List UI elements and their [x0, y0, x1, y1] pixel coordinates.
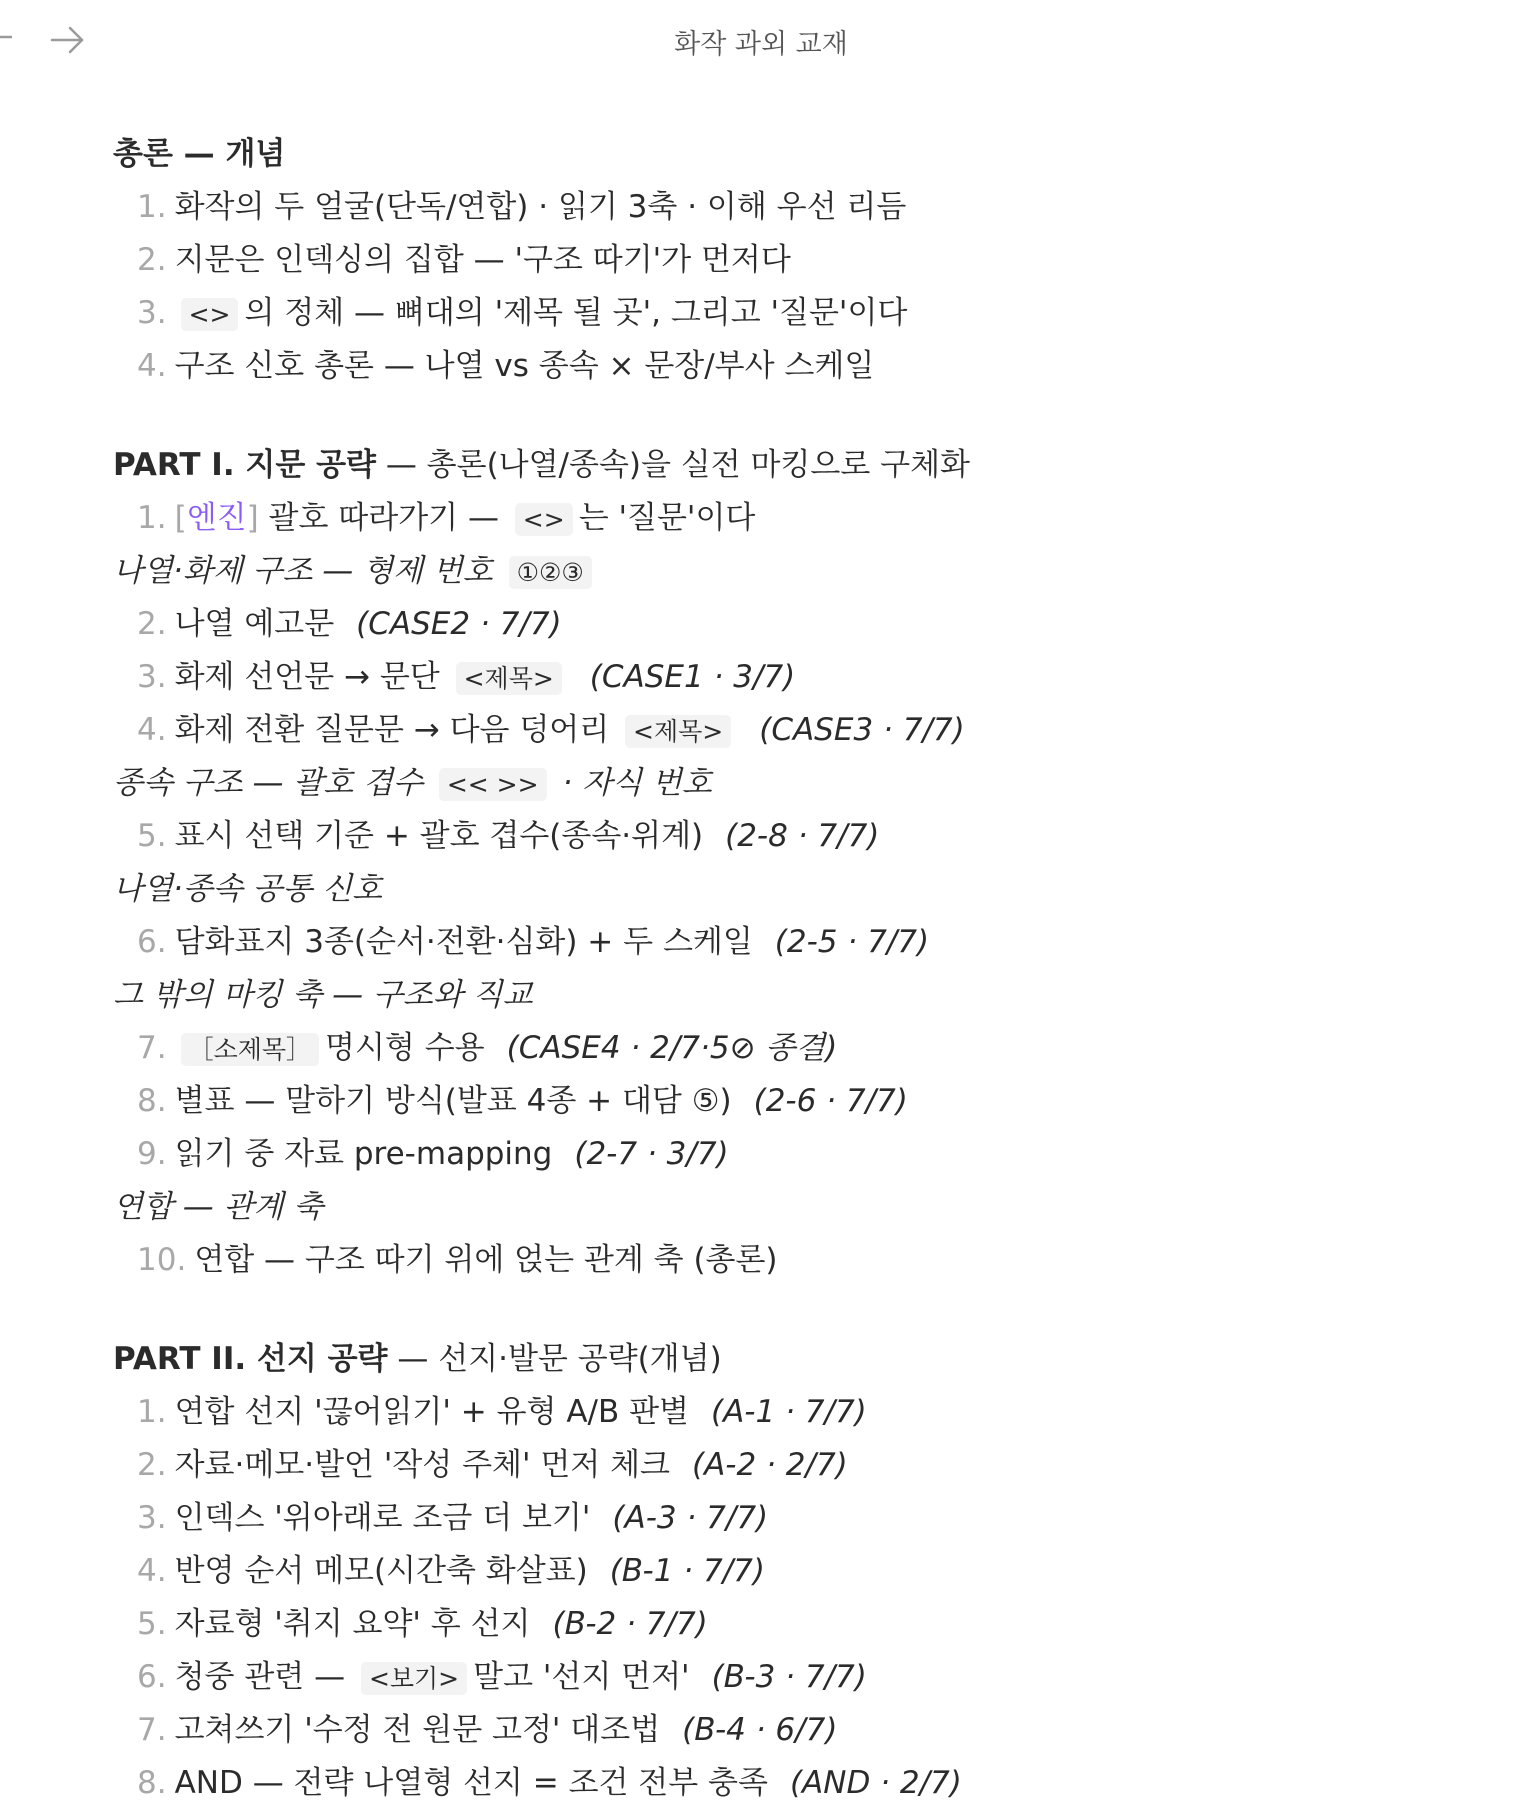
- list-item[interactable]: [113, 1598, 1413, 1651]
- list-item[interactable]: [113, 810, 1413, 863]
- item-number: 1.: [137, 1394, 167, 1430]
- text-span: 연합 — 관계 축: [113, 1189, 324, 1225]
- item-number: 5.: [137, 1606, 167, 1642]
- case-label: (B-1 · 7/7): [609, 1553, 765, 1589]
- list-item[interactable]: [113, 1545, 1413, 1598]
- text-span: 표시 선택 기준 + 괄호 겹수(종속·위계): [174, 818, 704, 854]
- text-span: · 자식 번호: [552, 765, 712, 801]
- item-number: 2.: [137, 606, 167, 642]
- subheading: [113, 969, 1413, 1022]
- text-span: 화제 전환 질문문 → 다음 덩어리: [174, 712, 620, 748]
- section-heading-part1: [113, 439, 1413, 492]
- list-item[interactable]: [113, 181, 1413, 234]
- item-number: 1.: [137, 189, 167, 225]
- case-label: (A-2 · 2/7): [692, 1447, 848, 1483]
- top-bar: [0, 0, 1522, 80]
- section-heading-overview: [113, 128, 1413, 181]
- item-number: 10.: [137, 1242, 187, 1278]
- case-label: (2-7 · 3/7): [574, 1136, 729, 1172]
- list-item[interactable]: [113, 1492, 1413, 1545]
- text-span: ]: [246, 500, 259, 536]
- text-span: 반영 순서 메모(시간축 화살표): [174, 1553, 588, 1589]
- case-label: (2-6 · 7/7): [753, 1083, 908, 1119]
- list-item[interactable]: [113, 1651, 1413, 1704]
- text-span: — 선지·발문 공략(개념): [387, 1341, 722, 1377]
- text-span: 명시형 수용: [325, 1030, 485, 1066]
- text-span: [: [174, 500, 187, 536]
- text-span: 의 정체 — 뼈대의 '제목 될 곳', 그리고 '질문'이다: [244, 295, 908, 331]
- case-label: (A-3 · 7/7): [612, 1500, 769, 1536]
- list-item[interactable]: [113, 340, 1413, 393]
- item-number: 7.: [137, 1030, 167, 1066]
- case-label: (AND · 2/7): [789, 1765, 962, 1801]
- item-number: 4.: [137, 348, 167, 384]
- text-span: 종속 구조 — 괄호 겹수: [113, 765, 433, 801]
- case-label: (2-8 · 7/7): [725, 818, 880, 854]
- item-number: 3.: [137, 1500, 167, 1536]
- list-item[interactable]: [113, 1386, 1413, 1439]
- item-number: 6.: [137, 924, 167, 960]
- item-number: 8.: [137, 1083, 167, 1119]
- list-item[interactable]: [113, 1022, 1413, 1075]
- list-item[interactable]: [113, 1757, 1413, 1810]
- text-span: 화제 선언문 → 문단: [174, 659, 450, 695]
- list-item[interactable]: [113, 598, 1413, 651]
- text-span: PART II. 선지 공략: [113, 1341, 388, 1377]
- case-label: (CASE4 · 2/7·5⊘ 종결): [506, 1030, 838, 1066]
- item-number: 5.: [137, 818, 167, 854]
- text-span: 청중 관련 —: [174, 1659, 355, 1695]
- text-span: 담화표지 3종(순서·전환·심화) + 두 스케일: [174, 924, 753, 960]
- item-number: 9.: [137, 1136, 167, 1172]
- text-span: 인덱스 '위아래로 조금 더 보기': [174, 1500, 591, 1536]
- text-span: 말고 '선지 먼저': [473, 1659, 690, 1695]
- text-span: 연합 선지 '끊어읽기' + 유형 A/B 판별: [174, 1394, 689, 1430]
- text-span: AND — 전략 나열형 선지 = 조건 전부 충족: [174, 1765, 768, 1801]
- item-number: 2.: [137, 1447, 167, 1483]
- case-label: (CASE3 · 7/7): [759, 712, 965, 748]
- case-label: (B-4 · 6/7): [682, 1712, 838, 1748]
- list-item[interactable]: [113, 1234, 1413, 1287]
- text-span: 읽기 중 자료 pre-mapping: [174, 1136, 553, 1172]
- item-number: 3.: [137, 295, 167, 331]
- item-number: 6.: [137, 1659, 167, 1695]
- list-item[interactable]: [113, 1128, 1413, 1181]
- list-item[interactable]: [113, 1704, 1413, 1757]
- item-number: 1.: [137, 500, 167, 536]
- item-number: 8.: [137, 1765, 167, 1801]
- item-number: 2.: [137, 242, 167, 278]
- case-label: (2-5 · 7/7): [774, 924, 930, 960]
- text-span: 총론 — 개념: [113, 136, 286, 172]
- subheading: [113, 863, 1413, 916]
- list-item[interactable]: [113, 492, 1413, 545]
- subheading: [113, 757, 1413, 810]
- item-number: 4.: [137, 712, 167, 748]
- case-label: (CASE2 · 7/7): [356, 606, 562, 642]
- list-item[interactable]: [113, 234, 1413, 287]
- case-label: (B-3 · 7/7): [711, 1659, 867, 1695]
- text-span: 연합 — 구조 따기 위에 얹는 관계 축 (총론): [194, 1242, 778, 1278]
- text-span: 화작의 두 얼굴(단독/연합) · 읽기 3축 · 이해 우선 리듬: [174, 189, 907, 225]
- case-label: (B-2 · 7/7): [552, 1606, 708, 1642]
- item-number: 3.: [137, 659, 167, 695]
- list-item[interactable]: [113, 287, 1413, 340]
- text-span: PART I. 지문 공략: [113, 447, 376, 483]
- subheading: [113, 545, 1413, 598]
- document-body: [113, 128, 1413, 1810]
- case-label: (CASE1 · 3/7): [589, 659, 796, 695]
- inline-code: <보기>: [361, 1662, 467, 1695]
- inline-code: ［소제목］: [181, 1033, 319, 1066]
- list-item[interactable]: [113, 916, 1413, 969]
- text-span: 자료·메모·발언 '작성 주체' 먼저 체크: [174, 1447, 670, 1483]
- text-span: 괄호 따라가기 —: [258, 500, 509, 536]
- list-item[interactable]: [113, 1439, 1413, 1492]
- engine-tag: 엔진: [186, 500, 247, 536]
- inline-code: <>: [181, 298, 239, 331]
- subheading: [113, 1181, 1413, 1234]
- text-span: 자료형 '취지 요약' 후 선지: [174, 1606, 531, 1642]
- inline-code: ①②③: [509, 556, 592, 589]
- text-span: 나열 예고문: [174, 606, 335, 642]
- text-span: 별표 — 말하기 방식(발표 4종 + 대담 ⑤): [174, 1083, 732, 1119]
- text-span: — 총론(나열/종속)을 실전 마킹으로 구체화: [375, 447, 971, 483]
- text-span: 고쳐쓰기 '수정 전 원문 고정' 대조법: [174, 1712, 661, 1748]
- text-span: 그 밖의 마킹 축 — 구조와 직교: [113, 977, 533, 1013]
- list-item[interactable]: [113, 704, 1413, 757]
- list-item[interactable]: [113, 651, 1413, 704]
- text-span: 지문은 인덱싱의 집합 — '구조 따기'가 먼저다: [174, 242, 791, 278]
- text-span: 나열·종속 공통 신호: [113, 871, 383, 907]
- text-span: 나열·화제 구조 — 형제 번호: [113, 553, 503, 589]
- inline-code: <>: [515, 503, 573, 536]
- inline-code: << >>: [439, 768, 547, 801]
- item-number: 7.: [137, 1712, 167, 1748]
- text-span: 는 '질문'이다: [578, 500, 756, 536]
- page-title: 화작 과외 교재: [674, 29, 848, 60]
- item-number: 4.: [137, 1553, 167, 1589]
- list-item[interactable]: [113, 1075, 1413, 1128]
- inline-code: <제목>: [456, 662, 562, 695]
- section-heading-part2: [113, 1333, 1413, 1386]
- case-label: (A-1 · 7/7): [711, 1394, 867, 1430]
- inline-code: <제목>: [625, 715, 731, 748]
- text-span: 구조 신호 총론 — 나열 vs 종속 × 문장/부사 스케일: [174, 348, 875, 384]
